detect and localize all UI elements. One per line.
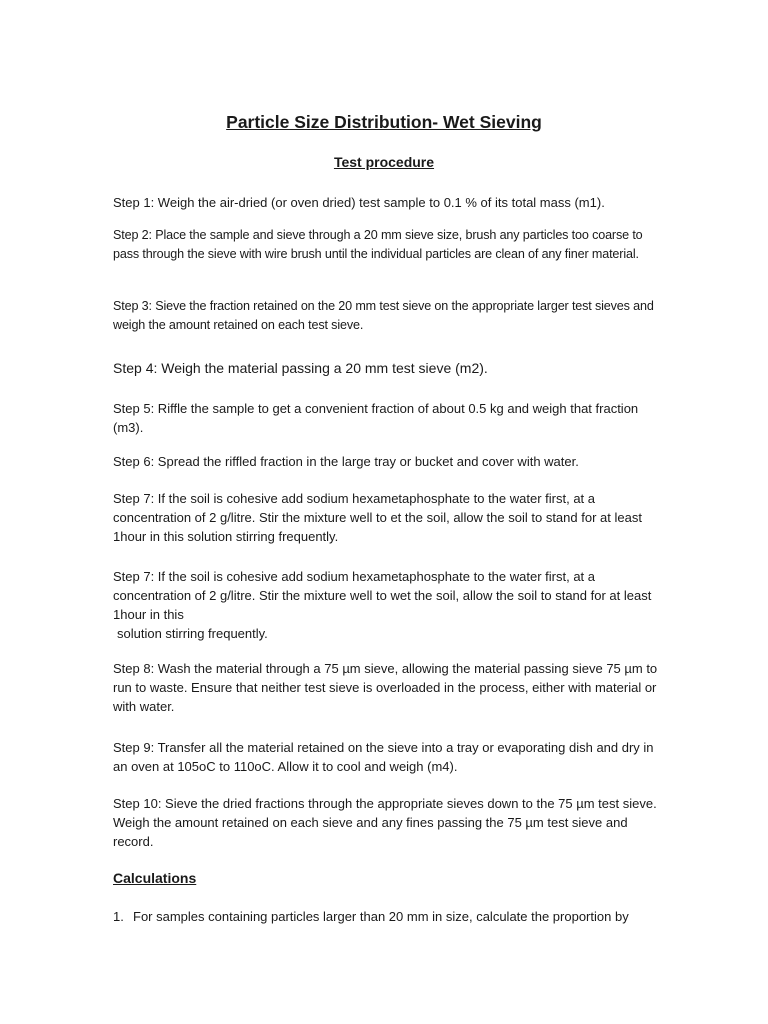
calculation-number: 1.: [113, 909, 124, 924]
step-4: Step 4: Weigh the material passing a 20 mm test sieve (m2).: [113, 360, 488, 376]
step-2: Step 2: Place the sample and sieve through a 20 mm sieve size, brush any particles too coarse to pass through the sieve with wire brush until the individual particles are clean of any finer material.: [113, 228, 643, 261]
step-8: Step 8: Wash the material through a 75 µm sieve, allowing the material passing sieve 75 µm to run to waste. Ensure that neither test sieve is overloaded in the process, either with material or with water.: [113, 661, 658, 714]
step-7b-continuation: [113, 624, 658, 643]
step-7b-continuation-text: solution stirring frequently.: [117, 626, 268, 641]
step-10: Step 10: Sieve the dried fractions through the appropriate sieves down to the 75 µm test sieve. Weigh the amount retained on each sieve and any fines passing the 75 µm test sieve and record.: [113, 796, 657, 849]
step-5: Step 5: Riffle the sample to get a convenient fraction of about 0.5 kg and weigh that fraction (m3).: [113, 401, 639, 435]
calculations-heading: Calculations: [113, 870, 197, 886]
section-subtitle: Test procedure: [333, 154, 435, 170]
step-1: Step 1: Weigh the air-dried (or oven dried) test sample to 0.1 % of its total mass (m1).: [113, 195, 605, 210]
step-3: Step 3: Sieve the fraction retained on the 20 mm test sieve on the appropriate larger test sieves and weigh the amount retained on each test sieve.: [113, 299, 654, 332]
step-7a: Step 7: If the soil is cohesive add sodium hexametaphosphate to the water first, at a concentration of 2 g/litre. Stir the mixture well to et the soil, allow the soil to stand for at least 1hour in this solution stirring frequently.: [113, 491, 642, 544]
step-9: Step 9: Transfer all the material retained on the sieve into a tray or evaporating dish and dry in an oven at 105oC to 110oC. Allow it to cool and weigh (m4).: [113, 740, 654, 774]
calculation-item: [113, 907, 658, 926]
step-6: Step 6: Spread the riffled fraction in the large tray or bucket and cover with water.: [113, 454, 579, 469]
document-title: Particle Size Distribution- Wet Sieving: [226, 112, 542, 132]
calculation-text: For samples containing particles larger than 20 mm in size, calculate the proportion by: [133, 909, 629, 924]
step-7b: Step 7: If the soil is cohesive add sodium hexametaphosphate to the water first, at a concentration of 2 g/litre. Stir the mixture well to wet the soil, allow the soil to stand for at least 1hour in this: [113, 569, 652, 622]
